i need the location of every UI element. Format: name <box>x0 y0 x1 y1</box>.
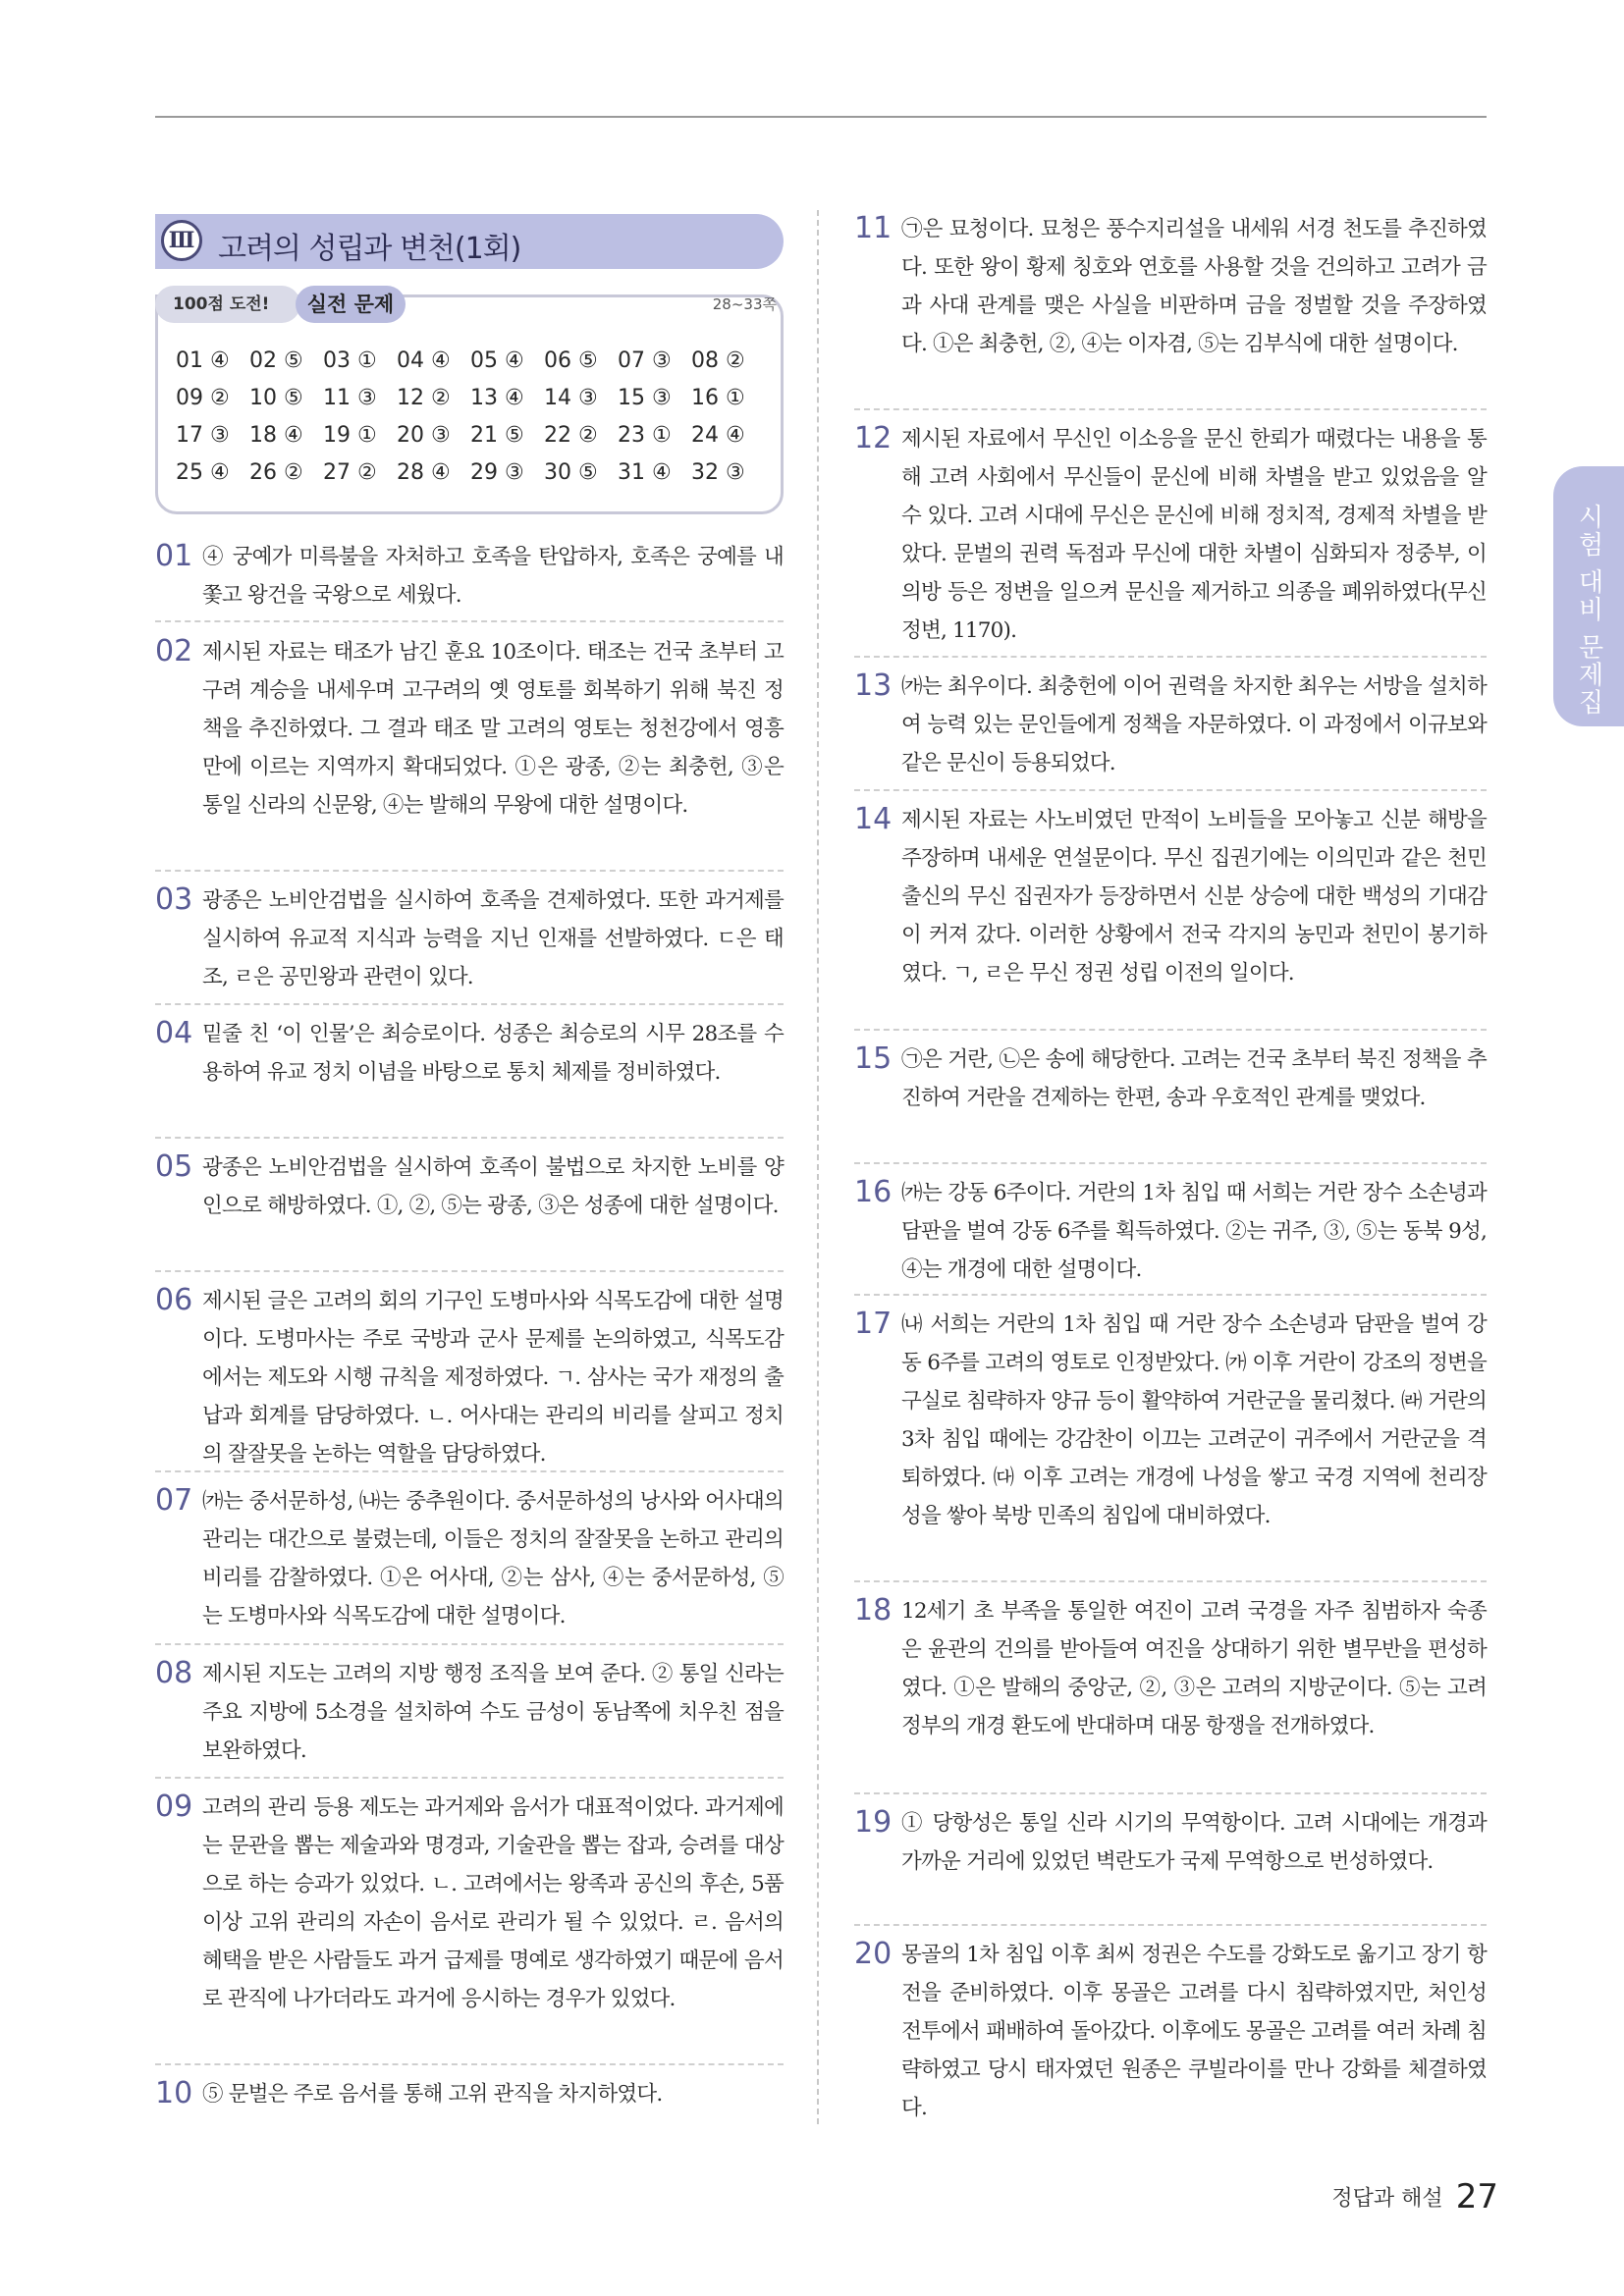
answer-cell: 10 ⑤ <box>249 386 303 410</box>
separator <box>155 1270 784 1272</box>
question-number: 12 <box>854 421 893 455</box>
explanation-text: ㈎는 중서문하성, ㈏는 중추원이다. 중서문하성의 낭사와 어사대의 관리는 대간으로 불렸는데, 이들은 정치의 잘잘못을 논하고 관리의 비리를 감찰하였다. ①은 어사대, ②는 삼사, ④는 중서문하성, ⑤는 도병마사와 식목도감에 대한 설명이다. <box>202 1489 784 1629</box>
question-number: 19 <box>854 1805 893 1840</box>
explanation-text: ㉠은 거란, ㉡은 송에 해당한다. 고려는 건국 초부터 북진 정책을 추진하여 거란을 견제하는 한편, 송과 우호적인 관계를 맺었다. <box>901 1047 1487 1110</box>
separator <box>854 1580 1487 1582</box>
explanation-text: ⑤ 문벌은 주로 음서를 통해 고위 관직을 차지하였다. <box>202 2082 663 2107</box>
answer-key-box <box>155 294 784 514</box>
explanation-item <box>854 1174 1487 1289</box>
answer-cell: 01 ④ <box>176 348 230 373</box>
explanation-text: 광종은 노비안검법을 실시하여 호족이 불법으로 차지한 노비를 양인으로 해방하였다. ①, ②, ⑤는 광종, ③은 성종에 대한 설명이다. <box>202 1155 784 1218</box>
answer-cell: 05 ④ <box>470 348 524 373</box>
chapter-number-badge: Ⅲ <box>161 220 202 261</box>
explanation-text: ④ 궁예가 미륵불을 자처하고 호족을 탄압하자, 호족은 궁예를 내쫓고 왕건을 국왕으로 세웠다. <box>202 545 784 608</box>
separator <box>155 1777 784 1779</box>
explanation-item <box>854 667 1487 782</box>
question-number: 03 <box>155 882 193 917</box>
explanation-item <box>854 420 1487 650</box>
separator <box>155 1643 784 1645</box>
explanation-item <box>854 1804 1487 1881</box>
separator <box>854 408 1487 410</box>
question-number: 05 <box>155 1149 193 1184</box>
explanation-item <box>854 1041 1487 1117</box>
answer-cell: 04 ④ <box>397 348 451 373</box>
answer-cell: 22 ② <box>544 423 598 448</box>
explanation-item <box>155 633 784 825</box>
explanation-item <box>155 2075 784 2113</box>
challenge-tab: 100점 도전! <box>155 286 300 323</box>
explanation-text: 광종은 노비안검법을 실시하여 호족을 견제하였다. 또한 과거제를 실시하여 유교적 지식과 능력을 지닌 인재를 선발하였다. ㄷ은 태조, ㄹ은 공민왕과 관련이 있다. <box>202 888 784 989</box>
page-range: 28~33쪽 <box>712 295 777 313</box>
separator <box>155 620 784 622</box>
explanation-text: ㈏ 서희는 거란의 1차 침입 때 거란 장수 소손녕과 담판을 벌여 강동 6주를 고려의 영토로 인정받았다. ㈎ 이후 거란이 강조의 정변을 구실로 침략하자 양규 등이 활약하여 거란군을 물리쳤다. ㈑ 거란의 3차 침입 때에는 강감찬이 이끄는 고려군이 귀주에서 거란군을 격퇴하였다. ㈐ 이후 고려는 개경에 나성을 쌓고 국경 지역에 천리장성을 쌓아 북방 민족의 침입에 대비하였다. <box>901 1312 1487 1528</box>
answer-cell: 30 ⑤ <box>544 460 598 485</box>
answer-cell: 16 ① <box>691 386 745 410</box>
explanation-text: 제시된 글은 고려의 회의 기구인 도병마사와 식목도감에 대한 설명이다. 도병마사는 주로 국방과 군사 문제를 논의하였고, 식목도감에서는 제도와 시행 규칙을 제정하였다. ㄱ. 삼사는 국가 재정의 출납과 회계를 담당하였다. ㄴ. 어사대는 관리의 비리를 살피고 정치의 잘잘못을 논하는 역할을 담당하였다. <box>202 1289 784 1467</box>
answer-cell: 07 ③ <box>618 348 672 373</box>
answer-cell: 20 ③ <box>397 423 451 448</box>
explanation-item <box>155 1482 784 1635</box>
separator <box>854 1294 1487 1296</box>
answer-cell: 28 ④ <box>397 460 451 485</box>
explanation-item <box>155 1282 784 1473</box>
explanation-item <box>155 1015 784 1092</box>
question-number: 20 <box>854 1937 893 1971</box>
separator <box>854 1792 1487 1794</box>
explanation-item <box>155 1655 784 1770</box>
explanation-text: 밑줄 친 ‘이 인물’은 최승로이다. 성종은 최승로의 시무 28조를 수용하여 유교 정치 이념을 바탕으로 통치 체제를 정비하였다. <box>202 1022 784 1085</box>
explanation-item <box>854 1306 1487 1535</box>
separator <box>155 1137 784 1139</box>
separator <box>155 1470 784 1472</box>
answer-cell: 31 ④ <box>618 460 672 485</box>
explanation-text: 고려의 관리 등용 제도는 과거제와 음서가 대표적이었다. 과거제에는 문관을 뽑는 제술과와 명경과, 기술관을 뽑는 잡과, 승려를 대상으로 하는 승과가 있었다. ㄴ. 고려에서는 왕족과 공신의 후손, 5품 이상 고위 관리의 자손이 음서로 관리가 될 수 있었다. ㄹ. 음서의 혜택을 받은 사람들도 과거 급제를 명예로 생각하였기 때문에 음서로 관직에 나가더라도 과거에 응시하는 경우가 있었다. <box>202 1795 784 2011</box>
answer-cell: 06 ⑤ <box>544 348 598 373</box>
answer-cell: 09 ② <box>176 386 230 410</box>
question-number: 15 <box>854 1041 893 1076</box>
separator <box>155 2063 784 2065</box>
answer-cell: 03 ① <box>323 348 377 373</box>
answer-cell: 19 ① <box>323 423 377 448</box>
explanation-item <box>155 538 784 614</box>
question-number: 08 <box>155 1656 193 1690</box>
question-number: 13 <box>854 668 893 703</box>
chapter-header <box>155 214 784 269</box>
question-number: 17 <box>854 1307 893 1341</box>
answer-cell: 27 ② <box>323 460 377 485</box>
footer <box>1331 2177 1498 2216</box>
question-number: 16 <box>854 1175 893 1209</box>
answer-cell: 12 ② <box>397 386 451 410</box>
footer-label: 정답과 해설 <box>1331 2186 1443 2212</box>
question-number: 02 <box>155 634 193 668</box>
answer-cell: 08 ② <box>691 348 745 373</box>
question-number: 11 <box>854 211 893 245</box>
answer-cell: 14 ③ <box>544 386 598 410</box>
top-rule <box>155 116 1487 118</box>
answer-cell: 13 ④ <box>470 386 524 410</box>
answer-cell: 32 ③ <box>691 460 745 485</box>
separator <box>854 1162 1487 1164</box>
question-number: 06 <box>155 1283 193 1317</box>
explanation-text: ㈎는 최우이다. 최충헌에 이어 권력을 차지한 최우는 서방을 설치하여 능력 있는 문인들에게 정책을 자문하였다. 이 과정에서 이규보와 같은 문신이 등용되었다. <box>901 674 1487 775</box>
explanation-text: 제시된 자료는 사노비였던 만적이 노비들을 모아놓고 신분 해방을 주장하며 내세운 연설문이다. 무신 집권기에는 이의민과 같은 천민 출신의 무신 집권자가 등장하면서 신분 상승에 대한 백성의 기대감이 커져 갔다. 이러한 상황에서 전국 각지의 농민과 천민이 봉기하였다. ㄱ, ㄹ은 무신 정권 성립 이전의 일이다. <box>901 808 1487 986</box>
separator <box>854 656 1487 658</box>
column-divider <box>817 210 819 2124</box>
answer-cell: 24 ④ <box>691 423 745 448</box>
separator <box>155 870 784 872</box>
explanation-item <box>155 881 784 996</box>
explanation-item <box>854 801 1487 992</box>
explanation-text: 제시된 자료는 태조가 남긴 훈요 10조이다. 태조는 건국 초부터 고구려 계승을 내세우며 고구려의 옛 영토를 회복하기 위해 북진 정책을 추진하였다. 그 결과 태조 말 고려의 영토는 청천강에서 영흥만에 이르는 지역까지 확대되었다. ①은 광종, ②는 최충헌, ③은 통일 신라의 신문왕, ④는 발해의 무왕에 대한 설명이다. <box>202 640 784 818</box>
separator <box>854 1924 1487 1926</box>
answer-cell: 15 ③ <box>618 386 672 410</box>
explanation-item <box>155 1789 784 2018</box>
question-number: 04 <box>155 1016 193 1050</box>
answer-cell: 17 ③ <box>176 423 230 448</box>
side-tab <box>1553 466 1624 726</box>
question-number: 09 <box>155 1789 193 1824</box>
explanation-item <box>854 1592 1487 1745</box>
separator <box>854 1029 1487 1031</box>
explanation-text: ① 당항성은 통일 신라 시기의 무역항이다. 고려 시대에는 개경과 가까운 거리에 있었던 벽란도가 국제 무역항으로 번성하였다. <box>901 1811 1487 1874</box>
separator <box>854 789 1487 791</box>
explanation-item <box>155 1148 784 1225</box>
page-number: 27 <box>1455 2177 1498 2216</box>
question-number: 10 <box>155 2076 193 2110</box>
explanation-text: 제시된 지도는 고려의 지방 행정 조직을 보여 준다. ② 통일 신라는 주요 지방에 5소경을 설치하여 수도 금성이 동남쪽에 치우친 점을 보완하였다. <box>202 1662 784 1763</box>
explanation-text: 제시된 자료에서 무신인 이소응을 문신 한뢰가 때렸다는 내용을 통해 고려 사회에서 무신들이 문신에 비해 차별을 받고 있었음을 알 수 있다. 고려 시대에 무신은 문신에 비해 정치적, 경제적 차별을 받았다. 문벌의 권력 독점과 무신에 대한 차별이 심화되자 정중부, 이의방 등은 정변을 일으켜 문신을 제거하고 의종을 폐위하였다(무신 정변, 1170). <box>901 427 1487 643</box>
chapter-title: 고려의 성립과 변천(1회) <box>218 232 521 266</box>
explanation-text: 12세기 초 부족을 통일한 여진이 고려 국경을 자주 침범하자 숙종은 윤관의 건의를 받아들여 여진을 상대하기 위한 별무반을 편성하였다. ①은 발해의 중앙군, ②, ③은 고려의 지방군이다. ⑤는 고려 정부의 개경 환도에 반대하며 대몽 항쟁을 전개하였다. <box>901 1599 1487 1738</box>
question-number: 07 <box>155 1483 193 1518</box>
explanation-text: ㈎는 강동 6주이다. 거란의 1차 침입 때 서희는 거란 장수 소손녕과 담판을 벌여 강동 6주를 획득하였다. ②는 귀주, ③, ⑤는 동북 9성, ④는 개경에 대한 설명이다. <box>901 1181 1487 1282</box>
answer-cell: 29 ③ <box>470 460 524 485</box>
answer-grid <box>176 348 765 485</box>
answer-cell: 21 ⑤ <box>470 423 524 448</box>
side-tab-label: 시험 대비 문제집 <box>1574 504 1603 717</box>
section-label: 실전 문제 <box>296 286 406 323</box>
answer-cell: 11 ③ <box>323 386 377 410</box>
answer-cell: 02 ⑤ <box>249 348 303 373</box>
answer-cell: 23 ① <box>618 423 672 448</box>
question-number: 01 <box>155 539 193 573</box>
explanation-item <box>854 1936 1487 2127</box>
explanation-item <box>854 210 1487 363</box>
explanation-text: 몽골의 1차 침입 이후 최씨 정권은 수도를 강화도로 옮기고 장기 항전을 준비하였다. 이후 몽골은 고려를 다시 침략하였지만, 처인성 전투에서 패배하여 돌아갔다. 이후에도 몽골은 고려를 여러 차례 침략하였고 당시 태자였던 원종은 쿠빌라이를 만나 강화를 체결하였다. <box>901 1943 1487 2120</box>
separator <box>155 1003 784 1005</box>
answer-cell: 25 ④ <box>176 460 230 485</box>
answer-cell: 26 ② <box>249 460 303 485</box>
answer-cell: 18 ④ <box>249 423 303 448</box>
explanation-text: ㉠은 묘청이다. 묘청은 풍수지리설을 내세워 서경 천도를 추진하였다. 또한 왕이 황제 칭호와 연호를 사용할 것을 건의하고 고려가 금과 사대 관계를 맺은 사실을 비판하며 금을 정벌할 것을 주장하였다. ①은 최충헌, ②, ④는 이자겸, ⑤는 김부식에 대한 설명이다. <box>901 217 1487 356</box>
question-number: 18 <box>854 1593 893 1628</box>
question-number: 14 <box>854 802 893 836</box>
